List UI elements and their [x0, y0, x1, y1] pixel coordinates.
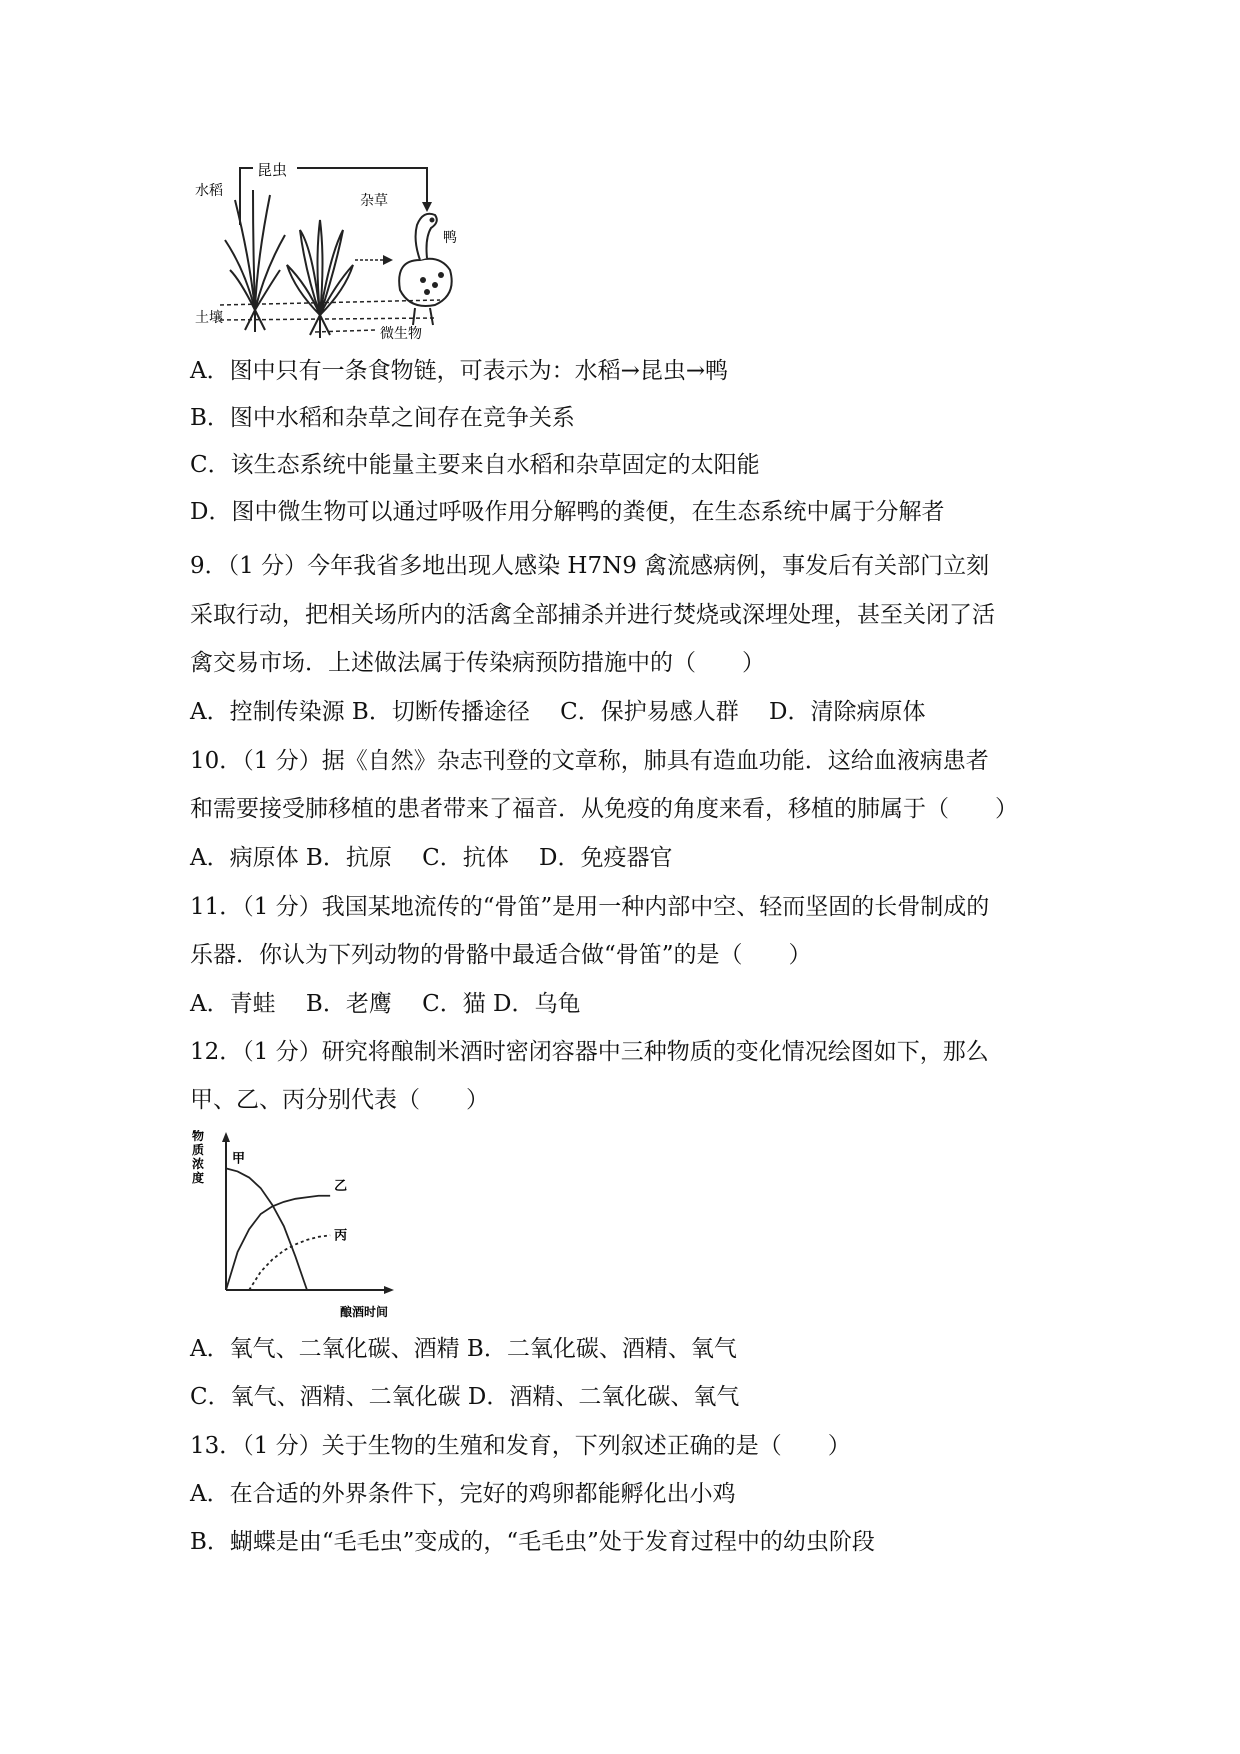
fermentation-chart-svg: [188, 1130, 408, 1320]
q8-option-b: B．图中水稻和杂草之间存在竞争关系: [190, 405, 575, 431]
q12-stem-line2: 甲、乙、丙分别代表（ ）: [190, 1087, 489, 1113]
label-microbe: 微生物: [380, 326, 422, 340]
q9-stem-line2: 采取行动，把相关场所内的活禽全部捕杀并进行焚烧或深埋处理，甚至关闭了活: [190, 602, 995, 628]
x-axis-label: 酿酒时间: [340, 1305, 389, 1319]
y-axis-label: [192, 1130, 204, 1185]
series-label-1: 甲: [232, 1151, 246, 1167]
q9-options: A．控制传染源 B．切断传播途径 C．保护易感人群 D．清除病原体: [190, 699, 926, 725]
q8-option-a: A．图中只有一条食物链，可表示为：水稻→昆虫→鸭: [190, 358, 729, 384]
q10-stem-line1: 10．（1 分）据《自然》杂志刊登的文章称，肺具有造血功能．这给血液病患者: [190, 748, 989, 774]
weed-plant-icon: [287, 220, 353, 338]
label-rice: [195, 182, 223, 199]
series-label-3: 丙: [334, 1228, 348, 1244]
series-line-1: [226, 1168, 307, 1290]
label-weed-text: 杂草: [360, 193, 388, 209]
label-insect: 昆虫: [257, 161, 288, 179]
q8-option-d: D．图中微生物可以通过呼吸作用分解鸭的粪便，在生态系统中属于分解者: [190, 499, 945, 525]
y-axis-label-char: 物: [192, 1130, 205, 1143]
y-axis-arrow-icon: [222, 1132, 230, 1142]
label-rice-text: 水稻: [195, 183, 223, 199]
arrowhead-icon: [422, 202, 432, 212]
q8-option-c: C．该生态系统中能量主要来自水稻和杂草固定的太阳能: [190, 452, 760, 478]
fermentation-chart: [188, 1130, 408, 1320]
q11-options: A．青蛙 B．老鹰 C．猫 D．乌龟: [190, 991, 581, 1017]
series-label-2: 乙: [334, 1178, 348, 1194]
q13-option-a: A．在合适的外界条件下，完好的鸡卵都能孵化出小鸡: [190, 1481, 736, 1507]
ecosystem-illustration: [195, 160, 465, 340]
label-soil: 土壤: [195, 310, 223, 326]
ecosystem-figure: [195, 160, 465, 340]
q12-options-line2: C．氧气、酒精、二氧化碳 D．酒精、二氧化碳、氧气: [190, 1384, 740, 1410]
q12-stem-line1: 12．（1 分）研究将酿制米酒时密闭容器中三种物质的变化情况绘图如下，那么: [190, 1039, 989, 1065]
y-axis-label-char: 度: [192, 1171, 205, 1185]
arrowhead-icon: [383, 255, 393, 265]
rice-plant-icon: [225, 190, 285, 332]
q10-stem-line2: 和需要接受肺移植的患者带来了福音．从免疫的角度来看，移植的肺属于（ ）: [190, 796, 1018, 822]
label-duck: 鸭: [443, 230, 457, 246]
q9-stem-line3: 禽交易市场．上述做法属于传染病预防措施中的（ ）: [190, 650, 765, 676]
q11-stem-line1: 11．（1 分）我国某地流传的“骨笛”是用一种内部中空、轻而坚固的长骨制成的: [190, 894, 990, 920]
q9-stem-line1: 9．（1 分）今年我省多地出现人感染 H7N9 禽流感病例，事发后有关部门立刻: [190, 553, 990, 579]
label-weed: [360, 192, 388, 209]
q11-stem-line2: 乐器．你认为下列动物的骨骼中最适合做“骨笛”的是（ ）: [190, 942, 812, 968]
y-axis-label-char: 质: [192, 1143, 205, 1157]
q10-options: A．病原体 B．抗原 C．抗体 D．免疫器官: [190, 845, 673, 871]
q13-stem-line1: 13．（1 分）关于生物的生殖和发育，下列叙述正确的是（ ）: [190, 1433, 851, 1459]
series-line-2: [226, 1196, 330, 1290]
x-axis-arrow-icon: [384, 1286, 394, 1294]
y-axis-label-char: 浓: [192, 1157, 205, 1171]
q12-options-line1: A．氧气、二氧化碳、酒精 B．二氧化碳、酒精、氧气: [190, 1336, 737, 1362]
q13-option-b: B．蝴蝶是由“毛毛虫”变成的，“毛毛虫”处于发育过程中的幼虫阶段: [190, 1529, 875, 1555]
